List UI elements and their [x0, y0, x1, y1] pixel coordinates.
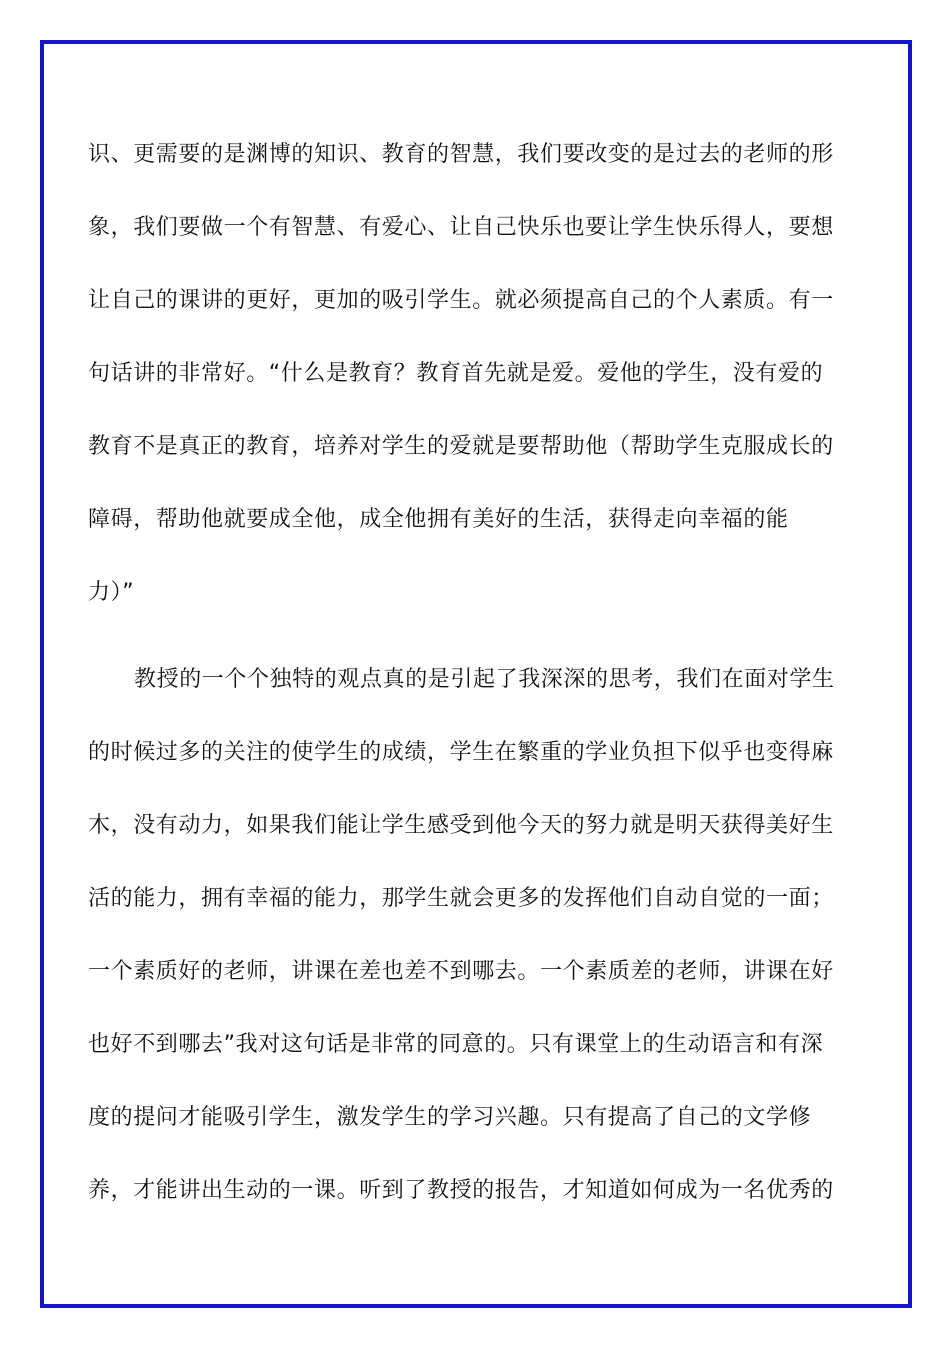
- text-line: 障碍，帮助他就要成全他，成全他拥有美好的生活，获得走向幸福的能: [88, 507, 789, 532]
- text-line: 也好不到哪去”我对这句话是非常的同意的。只有课堂上的生动语言和有深: [88, 1032, 824, 1057]
- text-line: 养，才能讲出生动的一课。听到了教授的报告，才知道如何成为一名优秀的: [88, 1178, 834, 1203]
- text-line: 教育不是真正的教育，培养对学生的爱就是要帮助他（帮助学生克服成长的: [88, 434, 834, 459]
- text-line: 一个素质好的老师，讲课在差也差不到哪去。一个素质差的老师，讲课在好: [88, 959, 834, 984]
- text-line: 教授的一个个独特的观点真的是引起了我深深的思考，我们在面对学生: [134, 667, 835, 692]
- text-line: 句话讲的非常好。“什么是教育？教育首先就是爱。爱他的学生，没有爱的: [88, 361, 824, 386]
- text-line: 的时候过多的关注的使学生的成绩，学生在繁重的学业负担下似乎也变得麻: [88, 740, 834, 765]
- text-line: 度的提问才能吸引学生，激发学生的学习兴趣。只有提高了自己的文学修: [88, 1105, 812, 1130]
- text-line: 象，我们要做一个有智慧、有爱心、让自己快乐也要让学生快乐得人，要想: [88, 215, 834, 240]
- text-line: 力）”: [88, 580, 135, 605]
- text-line: 活的能力，拥有幸福的能力，那学生就会更多的发挥他们自动自觉的一面；: [88, 886, 834, 911]
- text-line: 让自己的课讲的更好，更加的吸引学生。就必须提高自己的个人素质。有一: [88, 288, 834, 313]
- text-line: 识、更需要的是渊博的知识、教育的智慧，我们要改变的是过去的老师的形: [88, 142, 834, 167]
- text-line: 木，没有动力，如果我们能让学生感受到他今天的努力就是明天获得美好生: [88, 813, 834, 838]
